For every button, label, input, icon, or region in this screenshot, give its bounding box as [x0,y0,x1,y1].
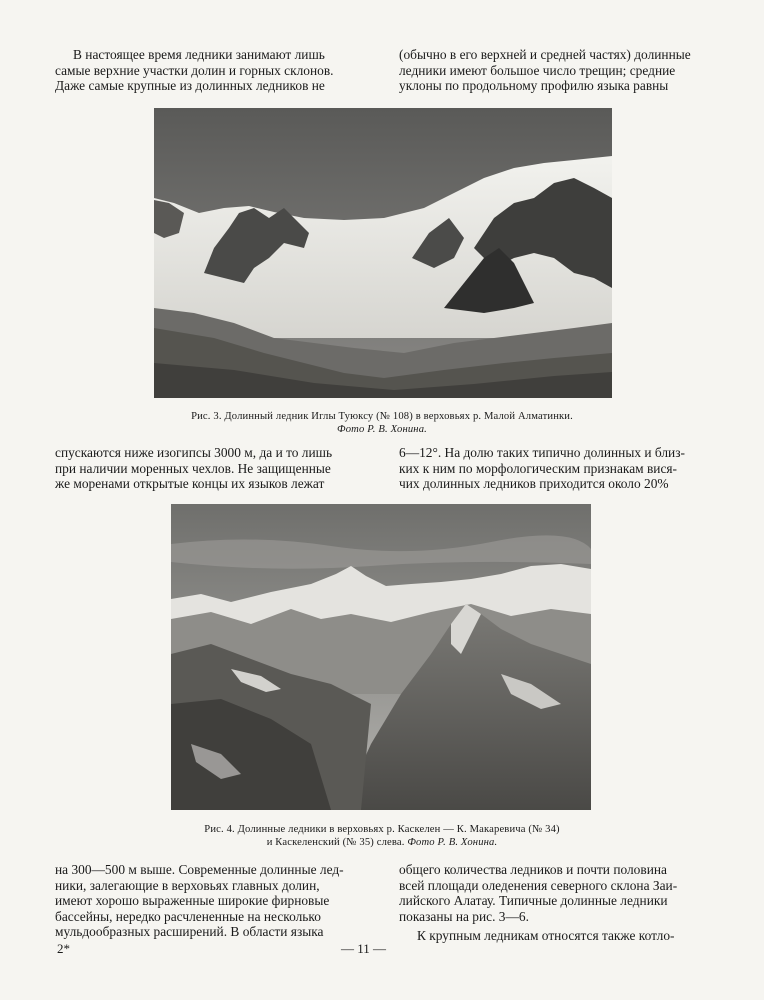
text-line: при наличии моренных чехлов. Не защищенные [55,460,331,476]
text-line: самые верхние участки долин и горных склонов. [55,62,334,78]
signature-mark: 2* [57,941,70,956]
top-right-column [399,47,710,94]
text-line: на 300—500 м выше. Современные долинные лед- [55,862,344,877]
middle-right-column [399,445,710,492]
text-line: спускаются ниже изогипсы 3000 м, да и то лишь [55,445,333,460]
text-line: бассейны, нередко расчлененные на несколько [55,908,321,924]
text-line: 6—12°. На долю таких типично долинных и близ- [399,445,685,460]
text-line: показаны на рис. 3—6. [399,908,529,924]
figure-4-caption-line1: Рис. 4. Долинные ледники в верховьях р. Каскелен — К. Макаревича (№ 34) [204,824,560,835]
text-line: мульдообразных расширений. В области языка [55,924,324,940]
text-line: К крупным ледникам относятся также котло- [417,928,675,944]
middle-left-column [55,445,365,492]
figure-4-photo-credit: Фото Р. В. Хонина. [407,837,498,848]
text-line: же моренами открытые концы их языков лежат [55,476,325,492]
figure-4-caption-line2: и Каскеленский (№ 35) слева. [266,837,405,848]
text-line: (обычно в его верхней и средней частях) долинные [399,47,691,62]
figure-3-caption [120,410,644,436]
bottom-left-column [55,862,365,940]
figure-4-photo [171,504,591,810]
top-left-column [55,47,365,94]
text-line: имеют хорошо выраженные широкие фирновые [55,893,330,909]
text-line: ких к ним по морфологическим признакам вися- [399,460,678,476]
figure-4-caption [150,823,614,849]
text-line: лийского Алатау. Типичные долинные ледники [399,893,668,909]
figure-3-caption-line1: Рис. 3. Долинный ледник Иглы Туюксу (№ 108) в верховьях р. Малой Алматинки. [191,411,573,422]
text-line: уклоны по продольному профилю языка равны [399,78,669,94]
bottom-right-column [399,862,710,944]
figure-3-photo-credit: Фото Р. В. Хонина. [337,424,427,435]
text-line: чих долинных ледников приходится около 20% [399,476,669,492]
page-number: — 11 — [341,941,387,956]
glacier-photo-image [154,108,612,398]
text-line: В настоящее время ледники занимают лишь [73,47,325,62]
text-line: ники, залегающие в верховьях главных долин, [55,877,320,893]
figure-3-photo [154,108,612,398]
text-line: всей площади оледенения северного склона Заи- [399,877,678,893]
text-line: Даже самые крупные из долинных ледников не [55,78,325,94]
mountain-panorama-image [171,504,591,810]
text-line: общего количества ледников и почти половина [399,862,667,877]
text-line: ледники имеют большое число трещин; средние [399,62,676,78]
